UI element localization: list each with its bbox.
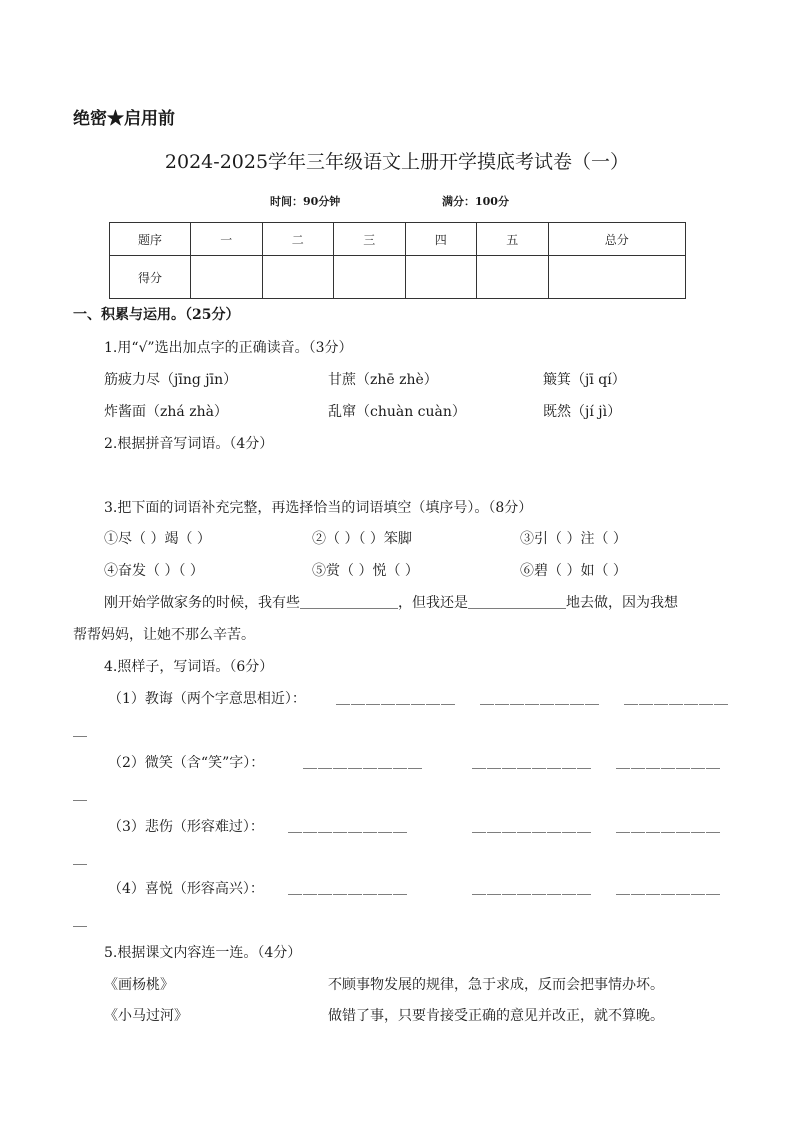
question-2-prompt: 2.根据拼音写词语。（4分） xyxy=(104,436,274,452)
confidential-label: 绝密★启用前 xyxy=(73,109,175,129)
answer-blank[interactable]: ＿＿＿＿＿＿＿＿ xyxy=(480,691,600,707)
score-row-label: 得分 xyxy=(110,256,191,299)
question-3-prompt: 3.把下面的词语补充完整，再选择恰当的词语填空（填序号）。（8分） xyxy=(104,500,533,516)
answer-blank[interactable]: ＿＿＿＿＿＿＿ xyxy=(624,691,729,707)
section-heading: 一、积累与运用。（25分） xyxy=(73,307,240,323)
score-cell[interactable] xyxy=(548,256,686,299)
question-4-prompt: 4.照样子，写词语。（6分） xyxy=(104,659,274,675)
q4-item: （3）悲伤（形容难过）： xyxy=(108,819,264,835)
score-table-header: 五 xyxy=(477,223,549,256)
score-cell[interactable] xyxy=(334,256,406,299)
answer-blank-wrap: ＿ xyxy=(73,723,87,739)
answer-blank-wrap: ＿ xyxy=(73,851,87,867)
answer-blank[interactable]: ＿＿＿＿＿＿＿ xyxy=(616,881,721,897)
q3-word-item: ②（ ）（ ）笨脚 xyxy=(312,531,412,547)
answer-blank-wrap: ＿ xyxy=(73,913,87,929)
answer-blank[interactable]: ＿＿＿＿＿＿＿＿ xyxy=(336,691,456,707)
answer-blank-wrap: ＿ xyxy=(73,787,87,803)
q1-item: 乱窜（chuàn cuàn） xyxy=(328,404,466,420)
score-table-header: 四 xyxy=(405,223,477,256)
q5-left-item[interactable]: 《画杨桃》 xyxy=(104,977,174,993)
exam-title: 2024-2025学年三年级语文上册开学摸底考试卷（一） xyxy=(164,151,630,173)
q3-word-item: ①尽（ ）竭（ ） xyxy=(104,531,211,547)
score-cell[interactable] xyxy=(405,256,477,299)
exam-time: 时间：90分钟 xyxy=(270,195,341,208)
answer-blank[interactable]: ＿＿＿＿＿＿＿＿ xyxy=(472,881,592,897)
q5-left-item[interactable]: 《小马过河》 xyxy=(104,1008,188,1024)
q4-item: （1）教诲（两个字意思相近）： xyxy=(108,691,306,707)
q5-right-item[interactable]: 做错了事，只要肯接受正确的意见并改正，就不算晚。 xyxy=(328,1008,664,1024)
score-table-header: 题序 xyxy=(110,223,191,256)
answer-blank[interactable]: ＿＿＿＿＿＿＿＿ xyxy=(472,819,592,835)
q3-word-item: ④奋发（ ）（ ） xyxy=(104,563,204,579)
q5-right-item[interactable]: 不顾事物发展的规律，急于求成，反而会把事情办坏。 xyxy=(328,977,664,993)
q3-word-item: ⑥碧（ ）如（ ） xyxy=(520,563,627,579)
q1-item: 既然（jí jì） xyxy=(543,404,622,420)
answer-blank[interactable]: ＿＿＿＿＿＿＿＿ xyxy=(303,755,423,771)
answer-blank[interactable]: ＿＿＿＿＿＿＿＿ xyxy=(288,819,408,835)
q3-word-item: ⑤赏（ ）悦（ ） xyxy=(312,563,419,579)
score-table-header: 总分 xyxy=(548,223,686,256)
q1-item: 筋疲力尽（jīng jīn） xyxy=(104,372,238,388)
question-5-prompt: 5.根据课文内容连一连。（4分） xyxy=(104,945,302,961)
q1-item: 簸箕（jī qí） xyxy=(543,372,626,388)
score-table xyxy=(109,222,686,299)
exam-full-score: 满分：100分 xyxy=(442,195,509,208)
q3-fill-sentence: 刚开始学做家务的时候，我有些＿＿＿＿＿＿＿，但我还是＿＿＿＿＿＿＿地去做，因为我想 xyxy=(104,595,678,611)
q1-item: 炸酱面（zhá zhà） xyxy=(104,404,228,420)
score-table-header: 三 xyxy=(334,223,406,256)
q3-fill-sentence: 帮帮妈妈，让她不那么辛苦。 xyxy=(73,627,255,643)
q3-word-item: ③引（ ）注（ ） xyxy=(520,531,627,547)
answer-blank[interactable]: ＿＿＿＿＿＿＿＿ xyxy=(288,881,408,897)
score-cell[interactable] xyxy=(477,256,549,299)
answer-blank[interactable]: ＿＿＿＿＿＿＿ xyxy=(616,755,721,771)
answer-blank[interactable]: ＿＿＿＿＿＿＿＿ xyxy=(472,755,592,771)
q4-item: （4）喜悦（形容高兴）： xyxy=(108,881,264,897)
answer-blank[interactable]: ＿＿＿＿＿＿＿ xyxy=(616,819,721,835)
question-1-prompt: 1.用“√”选出加点字的正确读音。（3分） xyxy=(104,340,353,356)
q1-item: 甘蔗（zhē zhè） xyxy=(328,372,438,388)
score-table-header: 一 xyxy=(191,223,263,256)
score-cell[interactable] xyxy=(191,256,263,299)
q4-item: （2）微笑（含“笑”字）： xyxy=(108,755,265,771)
score-cell[interactable] xyxy=(262,256,334,299)
score-table-header: 二 xyxy=(262,223,334,256)
